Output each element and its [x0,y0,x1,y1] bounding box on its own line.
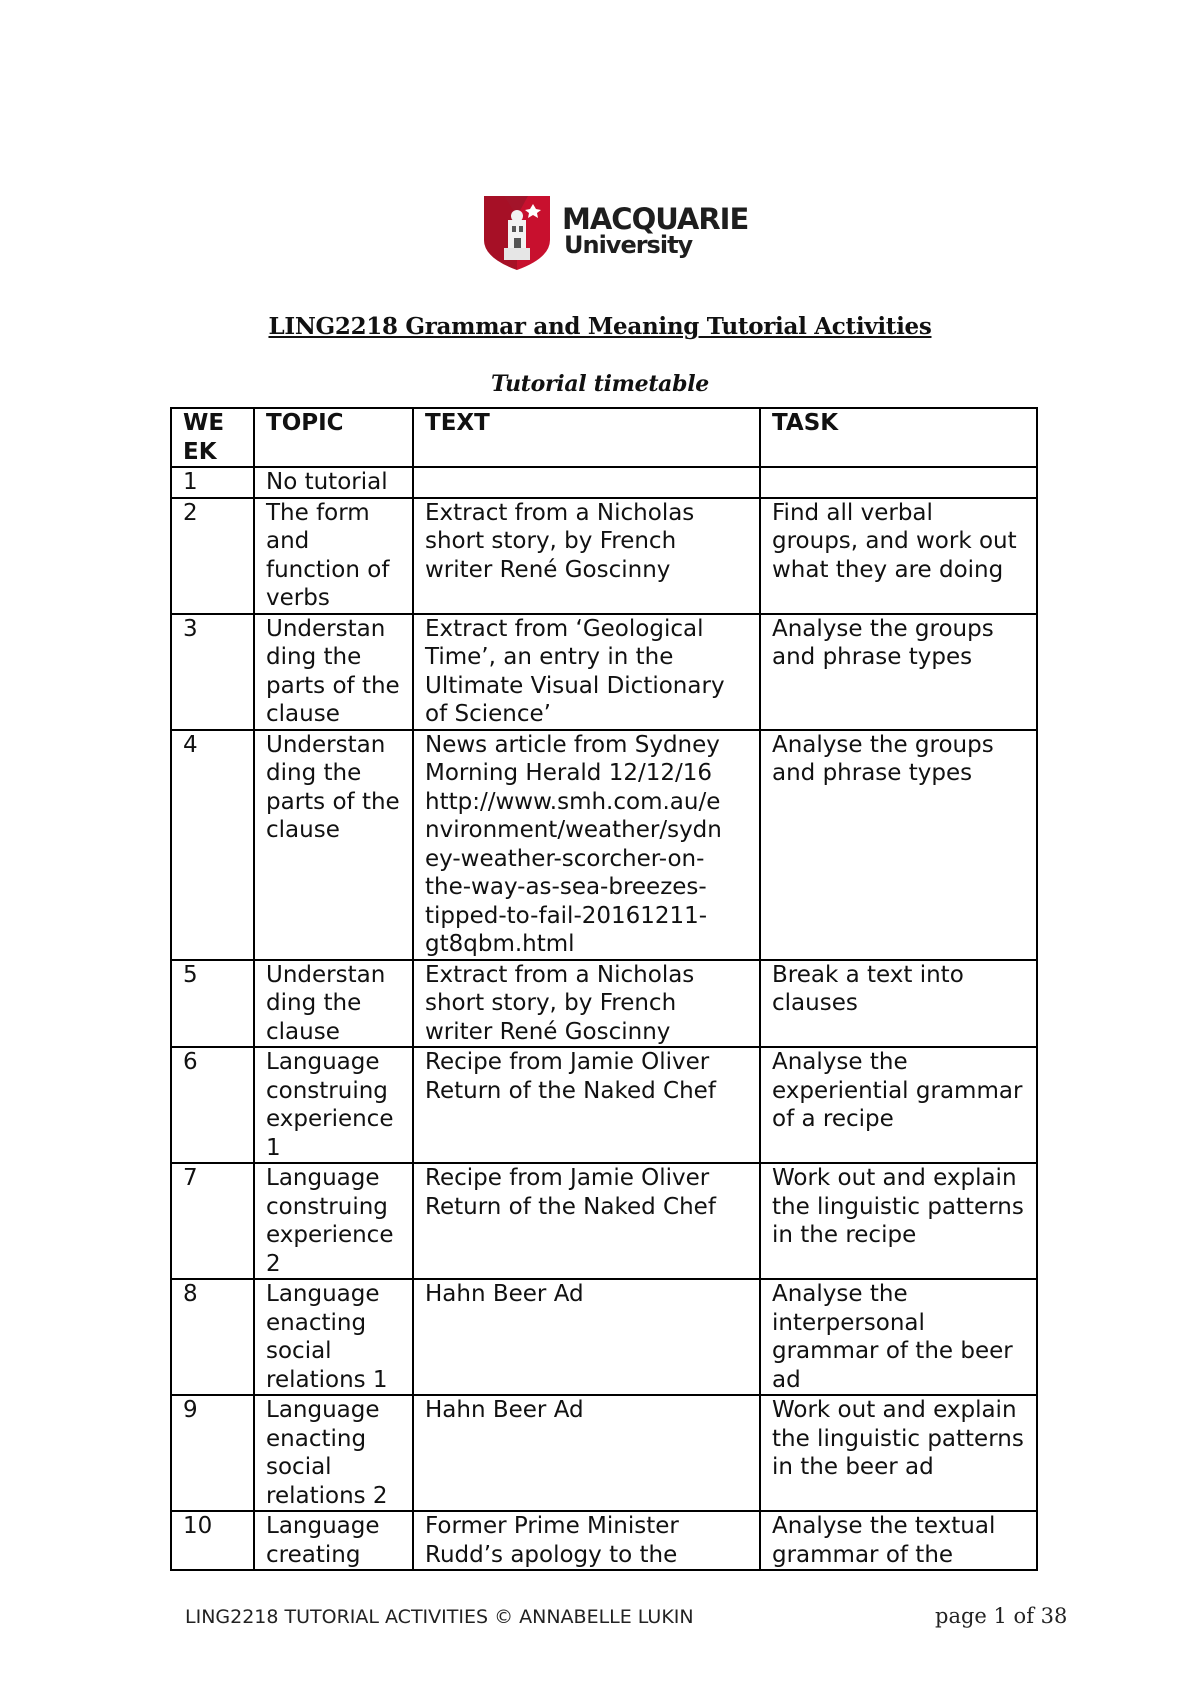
cell-task: Analyse the experiential grammar of a recipe [760,1047,1037,1163]
page-number: page 1 of 38 [935,1604,1068,1628]
crest-icon [484,196,550,270]
header-text: TEXT [413,408,760,467]
table-row [171,730,1037,960]
header-topic: TOPIC [254,408,413,467]
table-row [171,1279,1037,1395]
cell-topic: Language construing experience 2 [254,1163,413,1279]
cell-week: 10 [171,1511,254,1570]
cell-task: Analyse the textual grammar of the [760,1511,1037,1570]
cell-topic: Language creating [254,1511,413,1570]
header-week: WE EK [171,408,254,467]
table-row [171,1395,1037,1511]
cell-text: Recipe from Jamie Oliver Return of the Naked Chef [413,1047,760,1163]
cell-task: Work out and explain the linguistic patterns in the beer ad [760,1395,1037,1511]
cell-text [413,467,760,498]
cell-topic: Language construing experience 1 [254,1047,413,1163]
cell-text: Hahn Beer Ad [413,1395,760,1511]
cell-week: 9 [171,1395,254,1511]
cell-topic: Understan ding the parts of the clause [254,614,413,730]
logo-name-line2: University [564,231,693,259]
cell-week: 2 [171,498,254,614]
cell-week: 1 [171,467,254,498]
tutorial-timetable [170,407,1038,1571]
table-row [171,960,1037,1048]
cell-task: Break a text into clauses [760,960,1037,1048]
cell-text: Recipe from Jamie Oliver Return of the Naked Chef [413,1163,760,1279]
table-row [171,498,1037,614]
table-header-row [171,408,1037,467]
cell-text: Hahn Beer Ad [413,1279,760,1395]
cell-task: Find all verbal groups, and work out what they are doing [760,498,1037,614]
table-row [171,614,1037,730]
cell-week: 3 [171,614,254,730]
table-row [171,1511,1037,1570]
cell-topic: Understan ding the parts of the clause [254,730,413,960]
university-logo [484,196,749,270]
cell-task: Analyse the groups and phrase types [760,614,1037,730]
cell-topic: No tutorial [254,467,413,498]
cell-week: 7 [171,1163,254,1279]
cell-text: Former Prime Minister Rudd’s apology to the [413,1511,760,1570]
cell-topic: Understan ding the clause [254,960,413,1048]
cell-topic: The form and function of verbs [254,498,413,614]
cell-week: 6 [171,1047,254,1163]
cell-task [760,467,1037,498]
cell-text: Extract from ‘Geological Time’, an entry in the Ultimate Visual Dictionary of Science’ [413,614,760,730]
cell-task: Analyse the groups and phrase types [760,730,1037,960]
cell-topic: Language enacting social relations 2 [254,1395,413,1511]
cell-text: Extract from a Nicholas short story, by French writer René Goscinny [413,960,760,1048]
cell-week: 4 [171,730,254,960]
document-title: LING2218 Grammar and Meaning Tutorial Activities [268,313,932,340]
timetable-subtitle: Tutorial timetable [491,371,709,397]
logo-name-line1: MACQUARIE [562,202,749,236]
cell-task: Work out and explain the linguistic patterns in the recipe [760,1163,1037,1279]
cell-text: Extract from a Nicholas short story, by French writer René Goscinny [413,498,760,614]
footer-copyright: LING2218 TUTORIAL ACTIVITIES © ANNABELLE LUKIN [185,1606,694,1628]
header-task: TASK [760,408,1037,467]
table-row [171,467,1037,498]
cell-task: Analyse the interpersonal grammar of the beer ad [760,1279,1037,1395]
table-row [171,1047,1037,1163]
cell-topic: Language enacting social relations 1 [254,1279,413,1395]
table-row [171,1163,1037,1279]
cell-week: 8 [171,1279,254,1395]
cell-week: 5 [171,960,254,1048]
cell-text: News article from Sydney Morning Herald 12/12/16 http://www.smh.com.au/e nvironment/weather/sydn ey-weather-scorcher-on- the-way-as-sea-breezes- tipped-to-fail-20161211- gt8qbm.html [413,730,760,960]
